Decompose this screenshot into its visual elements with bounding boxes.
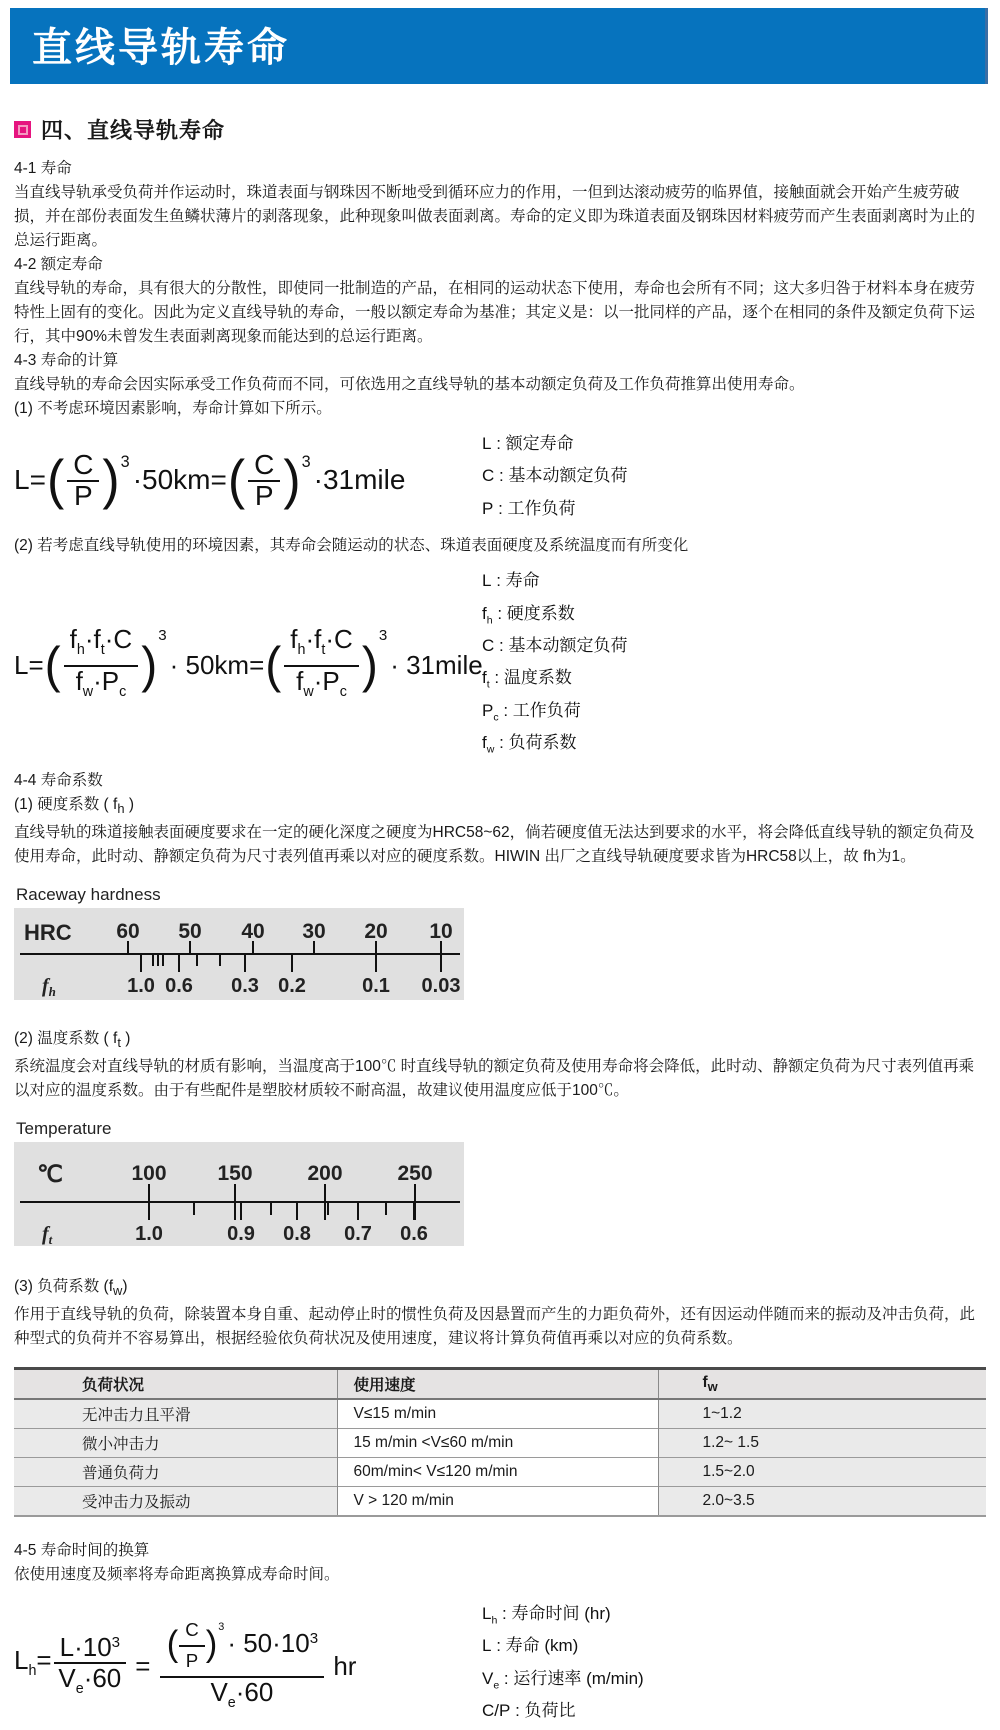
hrc-tick-label: 40 bbox=[241, 919, 265, 943]
fh-tick-label: 1.0 bbox=[127, 974, 155, 997]
legend-item: $P_c$ : 工作负荷 bbox=[482, 700, 581, 724]
table-cell: V≤15 m/min bbox=[337, 1399, 658, 1429]
legend-item: L : 额定寿命 bbox=[482, 434, 574, 453]
load-factor-table bbox=[14, 1367, 986, 1517]
fh-tick-label: 0.03 bbox=[421, 974, 461, 997]
table-cell: 15 m/min <V≤60 m/min bbox=[337, 1428, 658, 1457]
legend-item: $V_e$ : 运行速率 (m/min) bbox=[482, 1668, 644, 1691]
fh-tick-label: 0.1 bbox=[362, 974, 390, 997]
table-cell: 1~1.2 bbox=[658, 1399, 986, 1429]
hardness-scale-caption: Raceway hardness bbox=[16, 884, 161, 904]
item-1-intro: (1) 不考虑环境因素影响，寿命计算如下所示。 bbox=[14, 400, 332, 417]
paragraph-4-2: 直线导轨的寿命，具有很大的分散性，即使同一批制造的产品，在相同的运动状态下使用，寿命也会所有不同；这大多归咎于材料本身在疲劳特性上固有的变化。因此为定义直线导轨的寿命，一般以额定寿命为基准；其定义是：以一批同样的产品，逐个在相同的条件及额定负荷下运行，其中90%未曾发生表面剥离现象而能达到的总运行距离。 bbox=[14, 280, 976, 345]
section-bullet-icon bbox=[14, 121, 31, 138]
fh-tick-label: 0.3 bbox=[231, 974, 259, 997]
legend-item: $L_h$ : 寿命时间 (hr) bbox=[482, 1603, 611, 1627]
legend-item: C/P : 负荷比 bbox=[482, 1700, 576, 1720]
section-title: 四、直线导轨寿命 bbox=[41, 118, 226, 143]
table-row bbox=[14, 1457, 986, 1486]
paragraph-4-1: 当直线导轨承受负荷并作运动时，珠道表面与钢珠因不断地受到循环应力的作用，一但到达滚动疲劳的临界值，接触面就会开始产生疲劳破损，并在部份表面发生鱼鳞状薄片的剥落现象，此种现象叫做表面剥离。寿命的定义即为珠道表面及钢珠因材料疲劳而产生表面剥离时为止的总运行距离。 bbox=[14, 184, 976, 249]
heading-hardness-factor: (1) 硬度系数 ( $f_h$ ) bbox=[14, 795, 134, 816]
table-cell: 微小冲击力 bbox=[14, 1428, 337, 1457]
paragraph-4-3: 直线导轨的寿命会因实际承受工作负荷而不同，可依选用之直线导轨的基本动额定负荷及工作负荷推算出使用寿命。 bbox=[14, 376, 805, 393]
ft-tick-label: 0.8 bbox=[283, 1222, 311, 1245]
basic-life-formula: L= ( $\frac{C}{P}$ ) 3 ·50km= ( $\frac{C}{P}$ ) 3 ·31mile bbox=[14, 448, 406, 511]
heading-4-5: 4-5 寿命时间的换算 bbox=[14, 1541, 150, 1559]
life-time-legend bbox=[482, 1601, 644, 1730]
table-row bbox=[14, 1399, 986, 1429]
heading-4-2: 4-2 额定寿命 bbox=[14, 256, 103, 273]
env-life-formula-row bbox=[14, 568, 986, 762]
heading-4-1: 4-1 寿命 bbox=[14, 160, 72, 177]
table-row bbox=[14, 1486, 986, 1516]
heading-load-factor: (3) 负荷系数 $(f_w)$ bbox=[14, 1277, 128, 1298]
life-time-formula-row bbox=[14, 1601, 986, 1730]
col-header-load-condition: 负荷状况 bbox=[14, 1368, 337, 1399]
col-header-speed: 使用速度 bbox=[337, 1368, 658, 1399]
table-header-row bbox=[14, 1368, 986, 1399]
fh-tick-label: 0.6 bbox=[165, 974, 193, 997]
table-cell: 60m/min< V≤120 m/min bbox=[337, 1457, 658, 1486]
table-cell: V > 120 m/min bbox=[337, 1486, 658, 1516]
life-time-formula: $L_h=$ $\frac{L\cdot 10^3}{V_e\cdot 60}$ = ( $\frac{C}{P}$ ) 3 · $50\cdot 10^3$ $V_e\cdot 60$ hr bbox=[14, 1616, 356, 1715]
legend-item: C : 基本动额定负荷 bbox=[482, 635, 628, 655]
hrc-tick-label: 30 bbox=[302, 919, 326, 943]
hardness-factor-symbol: $f_h$ bbox=[42, 974, 56, 999]
hrc-tick-label: 20 bbox=[364, 919, 388, 943]
raceway-hardness-scale bbox=[14, 908, 1000, 1005]
page-banner bbox=[10, 8, 988, 84]
legend-item: $f_h$ : 硬度系数 bbox=[482, 603, 575, 626]
table-cell: 1.5~2.0 bbox=[658, 1457, 986, 1486]
item-2-intro: (2) 若考虑直线导轨使用的环境因素，其寿命会随运动的状态、珠道表面硬度及系统温度而有所变化 bbox=[14, 537, 689, 555]
col-header-fw: $f_w$ bbox=[658, 1368, 986, 1399]
table-cell: 1.2~ 1.5 bbox=[658, 1428, 986, 1457]
legend-item: L : 寿命 (km) bbox=[482, 1636, 579, 1656]
hardness-unit-label: HRC bbox=[24, 919, 72, 945]
temperature-unit-label: ℃ bbox=[37, 1160, 63, 1187]
table-cell: 普通负荷力 bbox=[14, 1457, 337, 1486]
ft-tick-label: 0.9 bbox=[227, 1222, 255, 1245]
table-cell: 2.0~3.5 bbox=[658, 1486, 986, 1516]
legend-item: $f_t$ : 温度系数 bbox=[482, 668, 572, 691]
temperature-factor-symbol: $f_t$ bbox=[42, 1222, 53, 1246]
table-cell: 无冲击力且平滑 bbox=[14, 1399, 337, 1429]
basic-life-legend bbox=[482, 431, 627, 528]
hrc-tick-label: 10 bbox=[429, 919, 453, 943]
heading-4-4: 4-4 寿命系数 bbox=[14, 771, 103, 789]
temp-tick-label: 150 bbox=[217, 1161, 253, 1185]
heading-temperature-factor: (2) 温度系数 ( $f_t$ ) bbox=[14, 1029, 131, 1050]
temperature-scale-caption: Temperature bbox=[16, 1118, 112, 1138]
heading-4-3: 4-3 寿命的计算 bbox=[14, 352, 119, 369]
env-life-legend bbox=[482, 568, 627, 762]
temperature-scale bbox=[14, 1142, 1000, 1251]
table-cell: 受冲击力及振动 bbox=[14, 1486, 337, 1516]
paragraph-4-5: 依使用速度及频率将寿命距离换算成寿命时间。 bbox=[14, 1565, 340, 1583]
temp-tick-label: 250 bbox=[397, 1161, 433, 1185]
ft-tick-label: 1.0 bbox=[135, 1222, 163, 1245]
paragraph-load: 作用于直线导轨的负荷，除装置本身自重、起动停止时的惯性负荷及因悬置而产生的力距负荷外，还有因运动伴随而来的振动及冲击负荷，此种型式的负荷并不容易算出，根据经验依负荷状况及使用速度，建议将计算负荷值再乘以对应的负荷系数。 bbox=[14, 1305, 976, 1347]
ft-tick-label: 0.7 bbox=[344, 1222, 372, 1245]
hrc-tick-label: 60 bbox=[116, 919, 140, 943]
temp-tick-label: 100 bbox=[131, 1161, 167, 1185]
legend-item: $f_w$ : 负荷系数 bbox=[482, 733, 577, 756]
fh-tick-label: 0.2 bbox=[278, 974, 306, 997]
table-row bbox=[14, 1428, 986, 1457]
env-life-formula: L= ( $\frac{f_h\cdot f_t\cdot C}{f_w\cdot P_c}$ ) 3 · 50km= ( $\frac{f_h\cdot f_t\cdot C}{f_w\cdot P_c}$ ) 3 · 31mile bbox=[14, 624, 483, 701]
legend-item: L : 寿命 bbox=[482, 571, 540, 591]
ft-tick-label: 0.6 bbox=[400, 1222, 428, 1245]
hrc-tick-label: 50 bbox=[178, 919, 202, 943]
banner-title: 直线导轨寿命 bbox=[32, 25, 290, 70]
basic-life-formula-row bbox=[14, 431, 986, 528]
legend-item: P : 工作负荷 bbox=[482, 498, 576, 518]
section-heading bbox=[14, 114, 1000, 145]
legend-item: C : 基本动额定负荷 bbox=[482, 466, 628, 486]
paragraph-temperature: 系统温度会对直线导轨的材质有影响，当温度高于100℃ 时直线导轨的额定负荷及使用寿命将会降低，此时动、静额定负荷为尺寸表列值再乘以对应的温度系数。由于有些配件是塑胶材质较不耐高温，故建议使用温度应低于100℃。 bbox=[14, 1057, 975, 1099]
paragraph-hardness: 直线导轨的珠道接触表面硬度要求在一定的硬化深度之硬度为HRC58~62，倘若硬度值无法达到要求的水平，将会降低直线导轨的额定负荷及使用寿命，此时动、静额定负荷为尺寸表列值再乘以对应的硬度系数。HIWIN 出厂之直线导轨硬度要求皆为HRC58以上，故 fh为1。 bbox=[14, 823, 975, 865]
temp-tick-label: 200 bbox=[307, 1161, 343, 1185]
